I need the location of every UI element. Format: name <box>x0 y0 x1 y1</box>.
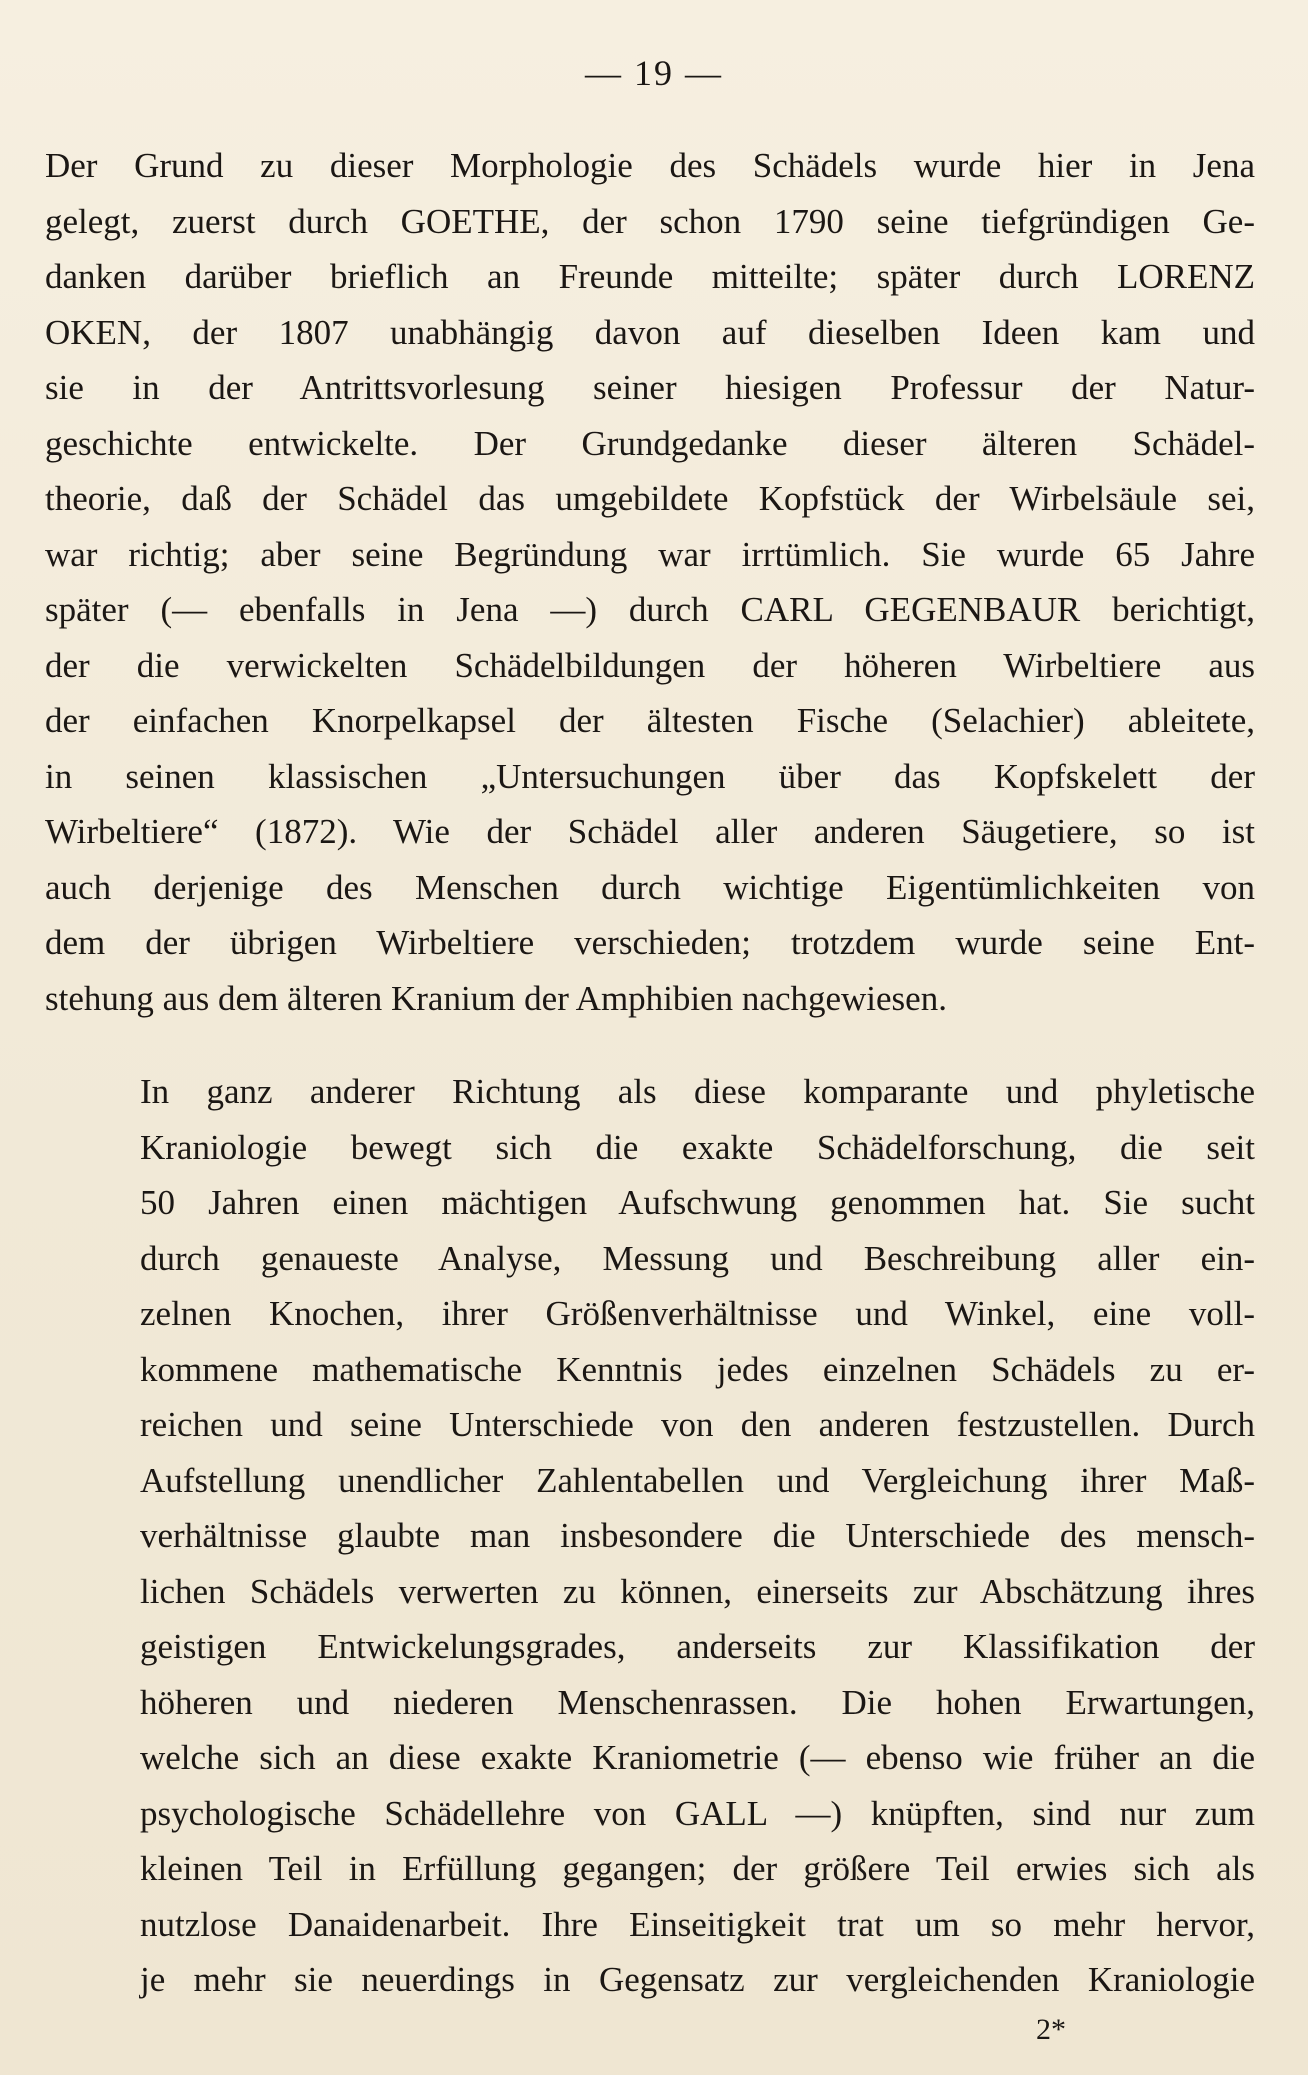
text-line: geschichte entwickelte. Der Grundgedanke dieser älteren Schädel- <box>45 423 1255 463</box>
text-line: reichen und seine Unterschiede von den anderen festzustellen. Durch <box>140 1405 1255 1444</box>
text-line: gelegt, zuerst durch GOETHE, der schon 1790 seine tiefgründigen Ge- <box>45 201 1255 241</box>
text-line: theorie, daß der Schädel das umgebildete Kopfstück der Wirbelsäule sei, <box>45 479 1255 518</box>
text-line: sie in der Antrittsvorlesung seiner hiesigen Professur der Natur- <box>45 368 1255 407</box>
text-line: war richtig; aber seine Begründung war irrtümlich. Sie wurde 65 Jahre <box>45 534 1255 574</box>
text-line: durch genaueste Analyse, Messung und Beschreibung aller ein- <box>140 1238 1255 1278</box>
text-line: In ganz anderer Richtung als diese komparante und phyletische <box>140 1072 1255 1111</box>
text-line: welche sich an diese exakte Kraniometrie (— ebenso wie früher an die <box>140 1738 1255 1777</box>
text-line: Wirbeltiere“ (1872). Wie der Schädel aller anderen Säugetiere, so ist <box>45 812 1255 851</box>
text-line: stehung aus dem älteren Kranium der Amphibien nachgewiesen. <box>45 978 947 1018</box>
text-line: Kraniologie bewegt sich die exakte Schädelforschung, die seit <box>140 1127 1255 1167</box>
text-line: kleinen Teil in Erfüllung gegangen; der größere Teil erwies sich als <box>140 1849 1255 1888</box>
text-line: Der Grund zu dieser Morphologie des Schädels wurde hier in Jena <box>45 146 1255 185</box>
text-line: zelnen Knochen, ihrer Größenverhältnisse und Winkel, eine voll- <box>140 1294 1255 1333</box>
text-line: auch derjenige des Menschen durch wichtige Eigentümlichkeiten von <box>45 867 1255 907</box>
text-line: geistigen Entwickelungsgrades, anderseits zur Klassifikation der <box>140 1627 1255 1666</box>
text-line: kommene mathematische Kenntnis jedes einzelnen Schädels zu er- <box>140 1349 1255 1389</box>
text-line: später (— ebenfalls in Jena —) durch CARL GEGENBAUR berichtigt, <box>45 590 1255 629</box>
text-line: 50 Jahren einen mächtigen Aufschwung genommen hat. Sie sucht <box>140 1183 1255 1222</box>
signature-mark: 2* <box>1036 2013 1066 2046</box>
text-line: je mehr sie neuerdings in Gegensatz zur vergleichenden Kraniologie <box>140 1960 1255 1999</box>
text-line: höheren und niederen Menschenrassen. Die hohen Erwartungen, <box>140 1682 1255 1722</box>
text-line: in seinen klassischen „Untersuchungen über das Kopfskelett der <box>45 756 1255 796</box>
text-line: nutzlose Danaidenarbeit. Ihre Einseitigkeit trat um so mehr hervor, <box>140 1904 1255 1944</box>
text-line: danken darüber brieflich an Freunde mitteilte; später durch LORENZ <box>45 257 1255 296</box>
text-line: verhältnisse glaubte man insbesondere die Unterschiede des mensch- <box>140 1516 1255 1555</box>
text-line: der die verwickelten Schädelbildungen der höheren Wirbeltiere aus <box>45 645 1255 685</box>
text-line: der einfachen Knorpelkapsel der ältesten Fische (Selachier) ableitete, <box>45 701 1255 740</box>
paragraph-1 <box>45 138 1255 1026</box>
page-number: — 19 — <box>585 53 723 93</box>
paragraph-2 <box>45 1064 1255 2008</box>
text-line: Aufstellung unendlicher Zahlentabellen und Vergleichung ihrer Maß- <box>140 1460 1255 1500</box>
page-body <box>45 138 1255 2008</box>
text-line: OKEN, der 1807 unabhängig davon auf dieselben Ideen kam und <box>45 312 1255 352</box>
text-line: dem der übrigen Wirbeltiere verschieden; trotzdem wurde seine Ent- <box>45 923 1255 962</box>
text-line: psychologische Schädellehre von GALL —) knüpften, sind nur zum <box>140 1793 1255 1833</box>
text-line: lichen Schädels verwerten zu können, einerseits zur Abschätzung ihres <box>140 1571 1255 1611</box>
